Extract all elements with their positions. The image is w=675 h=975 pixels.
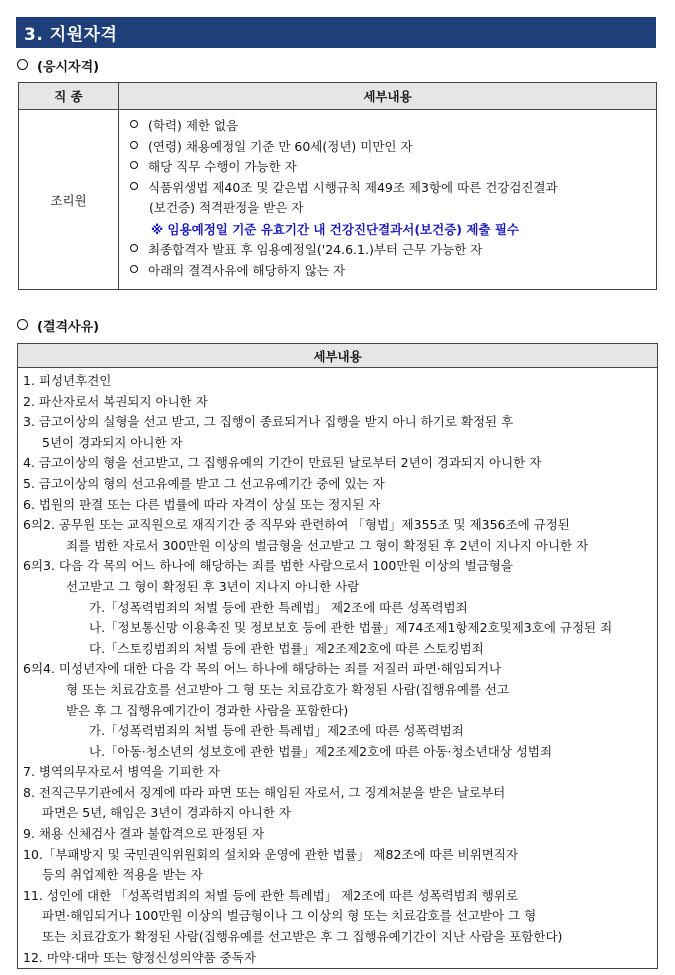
eligibility-detail-cell [119, 110, 657, 290]
disqualification-line: 또는 치료감호가 확정된 사람(집행유예를 선고받은 후 그 집행유예기간이 지난 사람을 포함한다) [42, 929, 563, 945]
disqualification-line: 6의2. 공무원 또는 교직원으로 재직기간 중 직무와 관련하여 「형법」제355조 및 제356조에 규정된 [23, 517, 570, 533]
disqualification-line: 1. 피성년후견인 [23, 373, 112, 388]
header-detail: 세부내용 [18, 344, 658, 368]
eligibility-item [130, 157, 656, 178]
disqualification-line: 가.「성폭력범죄의 처벌 등에 관한 특례법」제2조에 따른 성폭력범죄 [89, 723, 464, 739]
disqualification-heading: (결격사유) [17, 316, 99, 335]
circle-bullet-icon [17, 319, 28, 330]
bullet-icon [130, 244, 138, 252]
eligibility-item [130, 261, 656, 282]
job-type-cell: 조리원 [19, 110, 119, 290]
section-underline [16, 46, 656, 48]
eligibility-item [130, 178, 656, 199]
bullet-icon [130, 182, 138, 190]
bullet-icon [130, 141, 138, 149]
disqualification-line: 나.「정보통신망 이용촉진 및 정보보호 등에 관한 법률」제74조제1항제2호및제3호에 규정된 죄 [89, 620, 613, 636]
disqualification-line: 6의4. 미성년자에 대한 다음 각 목의 어느 하나에 해당하는 죄를 저질러 파면·해임되거나 [23, 661, 502, 677]
disqualification-line: 다.「스토킹범죄의 처벌 등에 관한 법률」제2조제2호에 따른 스토킹범죄 [89, 640, 484, 656]
eligibility-item [130, 116, 656, 137]
eligibility-heading: (응시자격) [17, 56, 99, 75]
disqualification-line: 4. 금고이상의 형을 선고받고, 그 집행유예의 기간이 만료된 날로부터 2년이 경과되지 아니한 자 [23, 455, 542, 471]
header-detail: 세부내용 [119, 83, 657, 110]
disqualification-line: 가.「성폭력범죄의 처벌 등에 관한 특례법」 제2조에 따른 성폭력범죄 [89, 599, 468, 615]
disqualification-line: 11. 성인에 대한 「성폭력범죄의 처벌 등에 관한 특례법」 제2조에 따른 성폭력범죄 행위로 [23, 887, 519, 903]
eligibility-item-text: 아래의 결격사유에 해당하지 않는 자 [148, 262, 346, 278]
header-job-type: 직 종 [19, 83, 119, 110]
disqualification-line: 선고받고 그 형이 확정된 후 3년이 지나지 아니한 사람 [66, 578, 360, 594]
eligibility-item-text: 식품위생법 제40조 및 같은법 시행규칙 제49조 제3항에 따른 건강검진결과 [148, 179, 558, 195]
disqualification-line: 3. 금고이상의 실형을 선고 받고, 그 집행이 종료되거나 집행을 받지 아니 하기로 확정된 후 [23, 414, 514, 430]
eligibility-item [130, 137, 656, 158]
eligibility-item-text: 해당 직무 수행이 가능한 자 [148, 159, 297, 175]
section-header-bar [16, 17, 656, 46]
disqualification-line: 형 또는 치료감호를 선고받아 그 형 또는 치료감호가 확정된 사람(집행유예를 선고 [66, 681, 510, 697]
eligibility-note: ※ 임용예정일 기준 유효기간 내 건강진단결과서(보건증) 제출 필수 [151, 221, 519, 237]
disqualification-line: 12. 마약·대마 또는 향정신성의약품 중독자 [23, 949, 256, 965]
disqualification-line: 2. 파산자로서 복권되지 아니한 자 [23, 393, 208, 409]
eligibility-item-text: (연령) 채용예정일 기준 만 60세(정년) 미만인 자 [148, 138, 413, 154]
disqualification-line: 파면·해임되거나 100만원 이상의 벌금형이나 그 이상의 형 또는 치료감호를 선고받아 그 형 [42, 908, 537, 924]
circle-bullet-icon [17, 59, 28, 70]
eligibility-item [130, 240, 656, 261]
disqualification-line: 9. 채용 신체검사 결과 불합격으로 판정된 자 [23, 826, 265, 842]
eligibility-item-text: 최종합격자 발표 후 임용예정일('24.6.1.)부터 근무 가능한 자 [148, 241, 483, 257]
eligibility-item-continuation: (보건증) 적격판정을 받은 자 [149, 200, 304, 216]
disqualification-line: 받은 후 그 집행유예기간이 경과한 사람을 포함한다) [66, 702, 349, 718]
disqualification-line: 8. 전직근무기관에서 징계에 따라 파면 또는 해임된 자로서, 그 징계처분을 받은 날로부터 [23, 784, 506, 800]
disqualification-detail-cell [18, 368, 658, 969]
bullet-icon [130, 120, 138, 128]
disqualification-line: 파면은 5년, 해임은 3년이 경과하지 아니한 자 [42, 805, 291, 821]
disqualification-line: 나.「아동·청소년의 성보호에 관한 법률」제2조제2호에 따른 아동·청소년대상 성범죄 [89, 743, 553, 759]
disqualification-line: 5년이 경과되지 아니한 자 [42, 434, 183, 450]
bullet-icon [130, 265, 138, 273]
disqualification-line: 7. 병역의무자로서 병역을 기피한 자 [23, 764, 220, 780]
eligibility-table [18, 82, 657, 290]
disqualification-line: 6의3. 다음 각 목의 어느 하나에 해당하는 죄를 범한 사람으로서 100만원 이상의 벌금형을 [23, 558, 513, 574]
disqualification-line: 죄를 범한 자로서 300만원 이상의 벌금형을 선고받고 그 형이 확정된 후 2년이 지나지 아니한 자 [66, 537, 589, 553]
disqualification-table [17, 343, 658, 969]
disqualification-line: 5. 금고이상의 형의 선고유예를 받고 그 선고유예기간 중에 있는 자 [23, 475, 385, 491]
bullet-icon [130, 161, 138, 169]
section-title: 3. 지원자격 [24, 25, 118, 45]
disqualification-line: 10.「부패방지 및 국민권익위원회의 설치와 운영에 관한 법률」 제82조에 따른 비위면직자 [23, 846, 519, 862]
disqualification-line: 6. 법원의 판결 또는 다른 법률에 따라 자격이 상실 또는 정지된 자 [23, 496, 381, 512]
disqualification-line: 등의 취업제한 적용을 받는 자 [42, 867, 203, 883]
eligibility-item-text: (학력) 제한 없음 [148, 118, 239, 133]
